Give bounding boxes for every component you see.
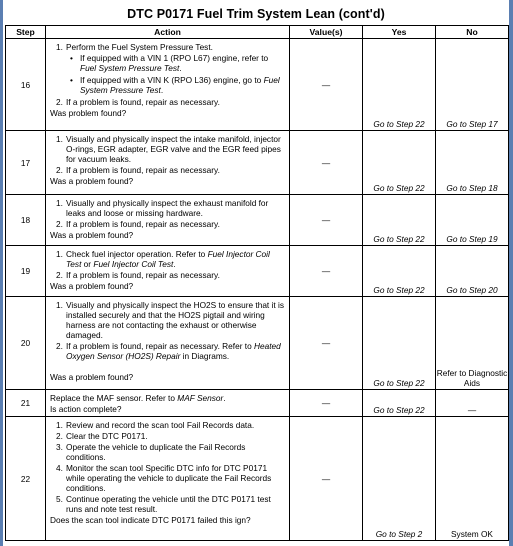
list-item: 2. Clear the DTC P0171. (56, 431, 148, 441)
list-subitem: • If equipped with a VIN 1 (RPO L67) engine, refer to Fuel System Pressure Test. (70, 53, 269, 73)
yes-cell: Go to Step 22 (363, 390, 436, 417)
window-frame-left (0, 0, 3, 546)
step-number: 18 (6, 195, 46, 246)
yes-cell: Go to Step 22 (363, 39, 436, 131)
question-text: Was a problem found? (50, 176, 134, 186)
yes-cell: Go to Step 22 (363, 131, 436, 195)
yes-cell: Go to Step 22 (363, 246, 436, 297)
step-number: 16 (6, 39, 46, 131)
no-cell: Go to Step 17 (436, 39, 509, 131)
list-item: 5. Continue operating the vehicle until the DTC P0171 test runs and note test result. (56, 494, 271, 514)
list-item: 1. Visually and physically inspect the HO2S to ensure that it is installed securely and that the HO2S pigtail and wiring harness are not contacting the exhaust or otherwise damaged. (56, 300, 284, 340)
header-no: No (436, 26, 509, 39)
value-cell: — (290, 246, 363, 297)
table-row (6, 297, 509, 390)
value-cell: — (290, 417, 363, 541)
list-item: 2. If a problem is found, repair as necessary. (56, 165, 220, 175)
no-cell: — (436, 390, 509, 417)
diagnostic-table (5, 25, 509, 541)
action-cell (46, 246, 290, 297)
question-text: Is action complete? (50, 404, 122, 414)
no-cell: Go to Step 19 (436, 195, 509, 246)
reference-link: Fuel System Pressure Test (80, 75, 280, 95)
reference-link: MAF Sensor (177, 393, 224, 403)
table-row (6, 390, 509, 417)
action-cell (46, 297, 290, 390)
value-cell: — (290, 195, 363, 246)
table-row (6, 195, 509, 246)
action-cell (46, 417, 290, 541)
step-number: 22 (6, 417, 46, 541)
question-text: Does the scan tool indicate DTC P0171 failed this ign? (50, 515, 251, 525)
no-cell: Go to Step 20 (436, 246, 509, 297)
list-item: 2. If a problem is found, repair as necessary. (56, 97, 220, 107)
list-item: 2. If a problem is found, repair as necessary. Refer to Heated Oxygen Sensor (HO2S) Repair in Diagrams. (56, 341, 281, 361)
header-row (6, 26, 509, 39)
value-cell: — (290, 390, 363, 417)
header-yes: Yes (363, 26, 436, 39)
question-text: Was a problem found? (50, 230, 134, 240)
action-cell (46, 131, 290, 195)
table-row (6, 131, 509, 195)
list-item: 1. Perform the Fuel System Pressure Test. (56, 42, 213, 52)
yes-cell: Go to Step 2 (363, 417, 436, 541)
action-cell (46, 195, 290, 246)
reference-link: Fuel System Pressure Test (80, 63, 180, 73)
question-text: Was problem found? (50, 108, 127, 118)
reference-link: Fuel Injector Coil Test (66, 249, 270, 269)
action-text: Replace the MAF sensor. Refer to MAF Sensor. (50, 393, 226, 403)
header-values: Value(s) (290, 26, 363, 39)
list-item: 1. Visually and physically inspect the intake manifold, injector O-rings, EGR adapter, EGR valve and the EGR feed pipes for vacuum leaks. (56, 134, 281, 164)
step-number: 17 (6, 131, 46, 195)
step-number: 19 (6, 246, 46, 297)
question-text: Was a problem found? (50, 281, 134, 291)
yes-cell: Go to Step 22 (363, 297, 436, 390)
no-cell: System OK (436, 417, 509, 541)
step-number: 21 (6, 390, 46, 417)
step-number: 20 (6, 297, 46, 390)
value-cell: — (290, 297, 363, 390)
list-item: 3. Operate the vehicle to duplicate the Fail Records conditions. (56, 442, 246, 462)
table-row (6, 417, 509, 541)
page-title: DTC P0171 Fuel Trim System Lean (cont'd) (127, 7, 385, 21)
yes-cell: Go to Step 22 (363, 195, 436, 246)
value-cell: — (290, 39, 363, 131)
list-item: 2. If a problem is found, repair as necessary. (56, 270, 220, 280)
list-item: 1. Review and record the scan tool Fail Records data. (56, 420, 255, 430)
action-cell (46, 39, 290, 131)
value-cell: — (290, 131, 363, 195)
no-cell: Refer to Diagnostic Aids (436, 297, 509, 390)
action-cell (46, 390, 290, 417)
table-row (6, 39, 509, 131)
table-row (6, 246, 509, 297)
list-subitem: • If equipped with a VIN K (RPO L36) engine, go to Fuel System Pressure Test. (70, 75, 280, 95)
reference-link: Heated Oxygen Sensor (HO2S) Repair (66, 341, 281, 361)
list-item: 4. Monitor the scan tool Specific DTC info for DTC P0171 while operating the vehicle to duplicate the Fail Records conditions. (56, 463, 272, 493)
no-cell: Go to Step 18 (436, 131, 509, 195)
list-item: 1. Check fuel injector operation. Refer to Fuel Injector Coil Test or Fuel Injector Coil Test. (56, 249, 270, 269)
list-item: 1. Visually and physically inspect the exhaust manifold for leaks and loose or missing hardware. (56, 198, 269, 218)
reference-link: Fuel Injector Coil Test (93, 259, 174, 269)
question-text: Was a problem found? (50, 372, 134, 382)
header-action: Action (46, 26, 290, 39)
header-step: Step (6, 26, 46, 39)
window-frame-right (509, 0, 513, 546)
list-item: 2. If a problem is found, repair as necessary. (56, 219, 220, 229)
